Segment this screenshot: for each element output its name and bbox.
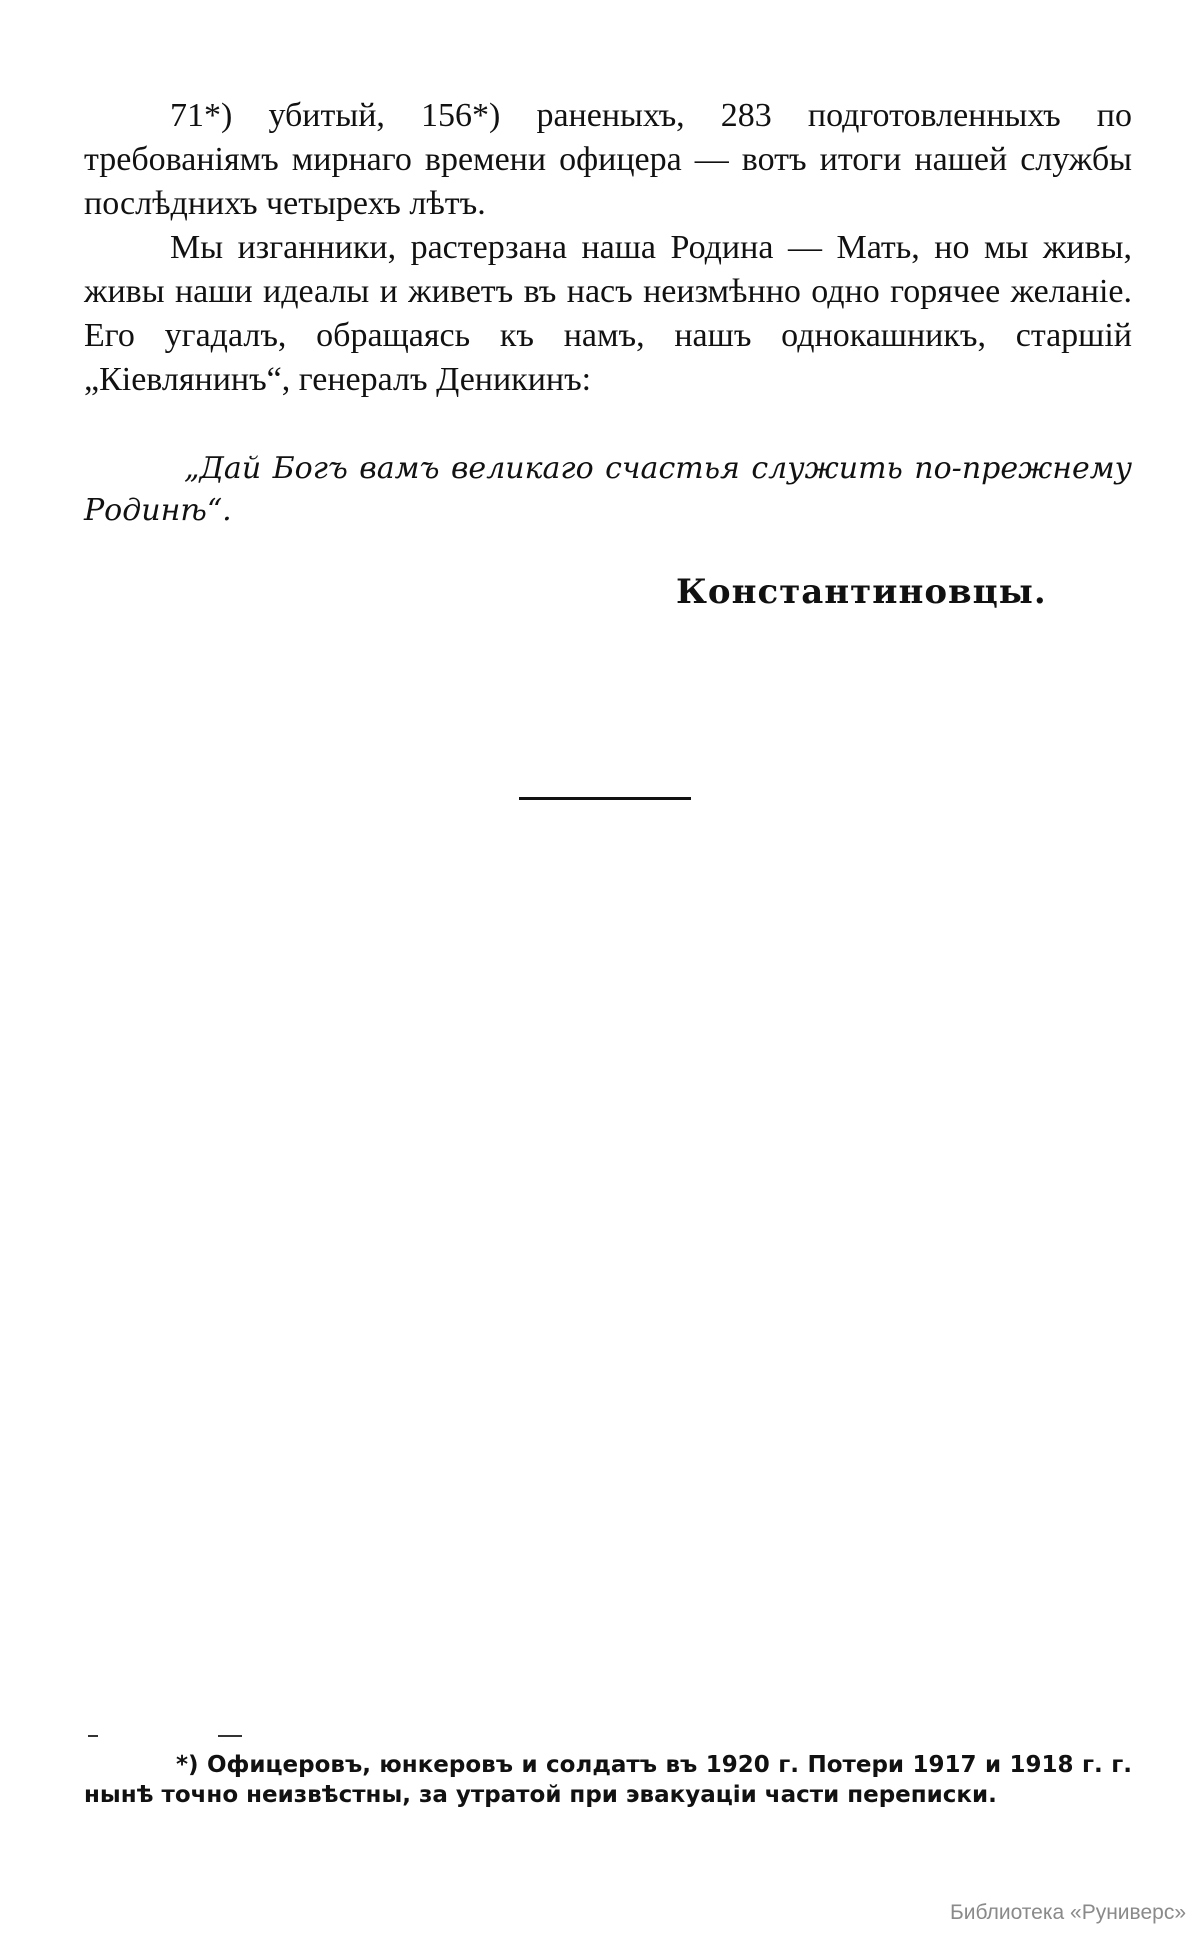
quote-text: „Дай Богъ вамъ великаго счастья служить по-прежнему Родинѣ“. <box>84 451 1132 528</box>
footnote-separator-dash <box>88 1735 98 1737</box>
signature: Константиновцы. <box>676 572 1047 612</box>
section-divider <box>519 797 691 800</box>
library-watermark: Библиотека «Руниверс» <box>950 1901 1186 1924</box>
paragraph-exiles-text: Мы изганники, растерзана наша Родина — Мать, но мы живы, живы наши идеалы и живетъ въ насъ неизмѣнно одно горячее желаніе. Его угадалъ, обращаясь къ намъ, нашъ однокашникъ, старшій „Кіевлянинъ“, генералъ Деникинъ: <box>84 229 1132 398</box>
quote-denikin <box>84 448 1132 532</box>
footnote-text: *) Офицеровъ, юнкеровъ и солдатъ въ 1920 г. Потери 1917 и 1918 г. г. нынѣ точно неизвѣстны, за утратой при эвакуаціи части переписки. <box>84 1752 1132 1808</box>
paragraph-exiles <box>84 226 1132 402</box>
footnote <box>84 1750 1132 1810</box>
footnote-separator-dash <box>218 1735 242 1737</box>
paragraph-losses <box>84 94 1132 226</box>
paragraph-losses-text: 71*) убитый, 156*) раненыхъ, 283 подготовленныхъ по требованіямъ мирнаго времени офицера — вотъ итоги нашей службы послѣднихъ четырехъ лѣтъ. <box>84 97 1132 222</box>
